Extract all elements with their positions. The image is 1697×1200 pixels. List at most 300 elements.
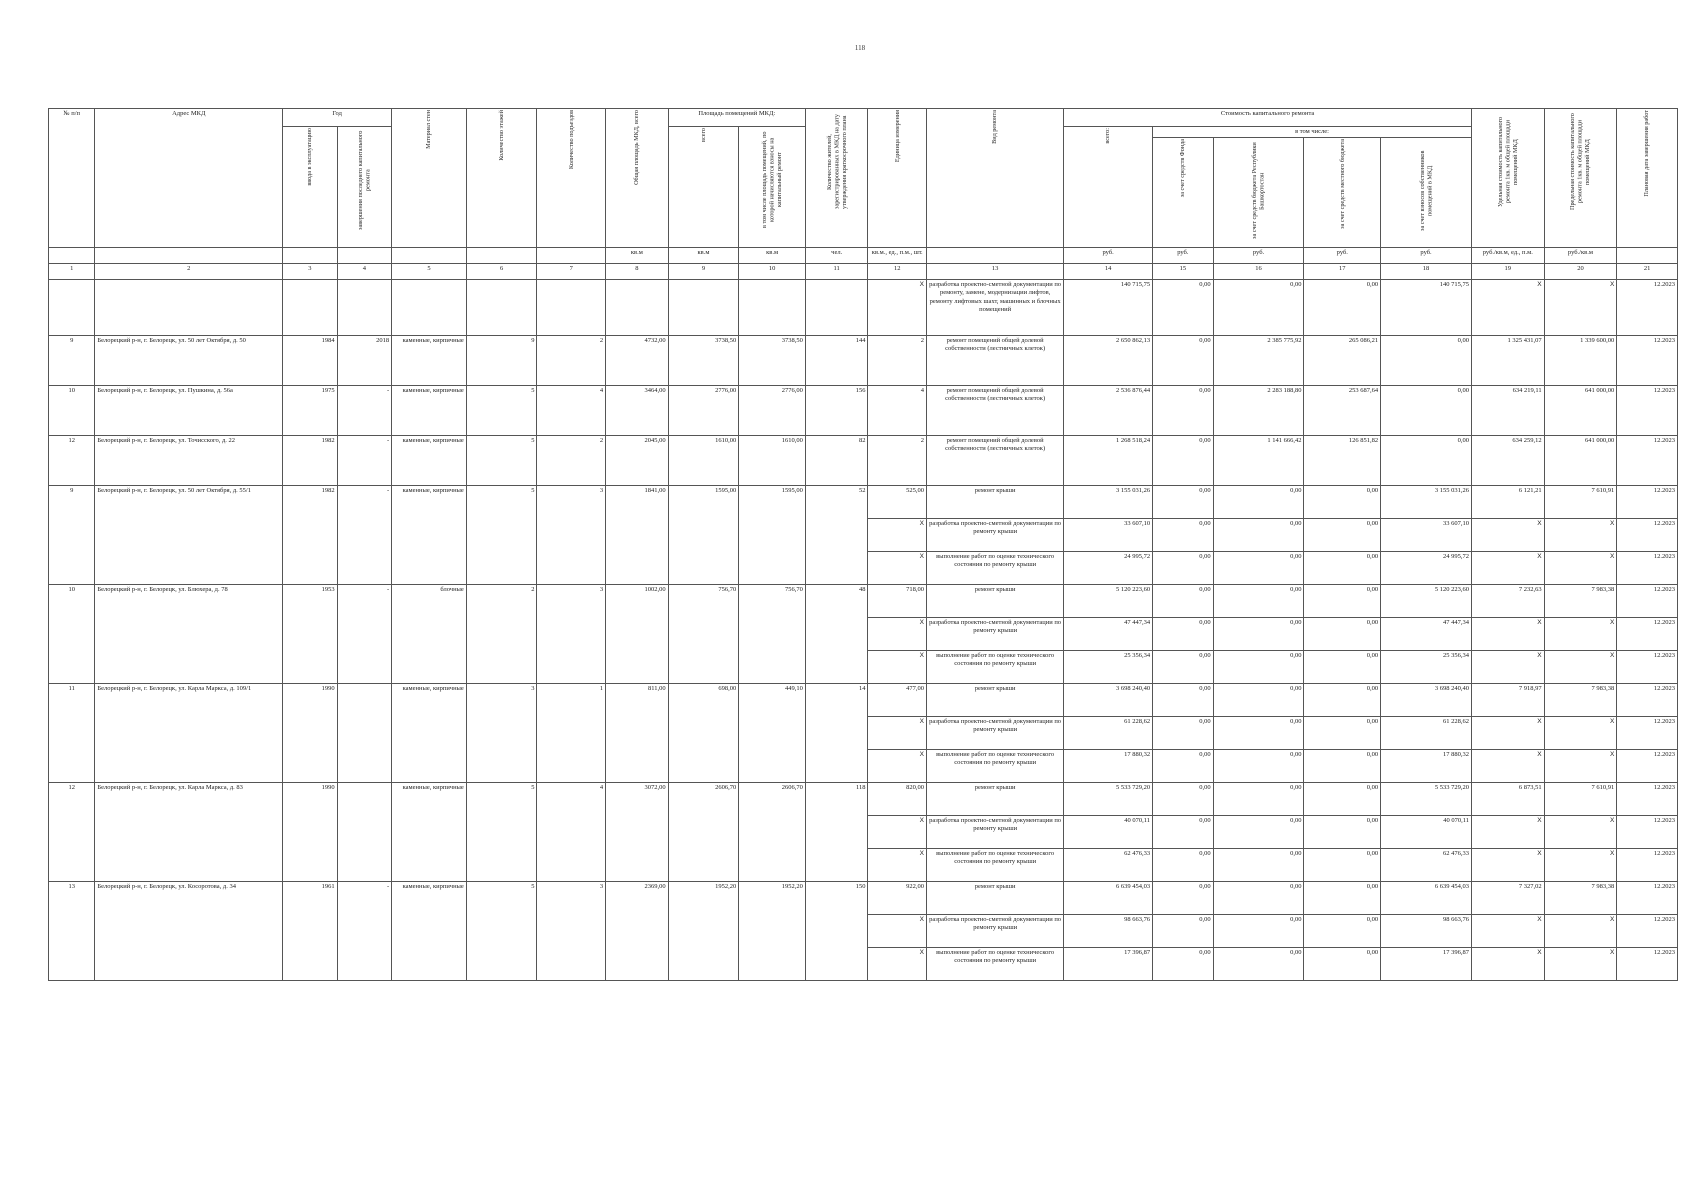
cost-republic: 0,00	[1213, 948, 1304, 981]
table-row	[49, 386, 1678, 436]
cost-republic: 0,00	[1213, 915, 1304, 948]
max-cost: 7 610,91	[1544, 486, 1617, 519]
entrances-count: 3	[537, 585, 606, 684]
building-no: 12	[49, 783, 95, 882]
header-unit: Единица измерения	[868, 109, 927, 248]
floors-count: 3	[466, 684, 537, 783]
building-address: Белорецкий р-н, г. Белорецк, ул. Косоротова, д. 34	[95, 882, 283, 981]
unit-cost: 634 259,12	[1471, 436, 1544, 486]
work-unit: X	[868, 915, 927, 948]
cost-republic: 0,00	[1213, 585, 1304, 618]
floors-count: 5	[466, 882, 537, 981]
work-type: выполнение работ по оценке технического состояния по ремонту крыши	[927, 750, 1064, 783]
unit-cell: кв.м	[668, 248, 739, 264]
unit-cell: чел.	[805, 248, 868, 264]
building-no: 11	[49, 684, 95, 783]
cost-republic: 0,00	[1213, 552, 1304, 585]
unit-cell: руб./кв.м, ед., п.м.	[1471, 248, 1544, 264]
header-cost: Стоимость капитального ремонта	[1064, 109, 1472, 127]
unit-cell: руб.	[1213, 248, 1304, 264]
cost-total: 33 607,10	[1064, 519, 1153, 552]
header-cost-fund: за счет средств Фонда	[1153, 138, 1214, 248]
cost-republic: 2 385 775,92	[1213, 336, 1304, 386]
residents-count: 156	[805, 386, 868, 436]
unit-cost: X	[1471, 849, 1544, 882]
wall-material: каменные, кирпичные	[392, 684, 467, 783]
planned-date: 12.2023	[1617, 436, 1678, 486]
column-number: 19	[1471, 264, 1544, 280]
building-no	[49, 280, 95, 336]
total-area	[606, 280, 669, 336]
entrances-count: 3	[537, 882, 606, 981]
unit-cost: 1 325 431,07	[1471, 336, 1544, 386]
unit-cell: руб.	[1153, 248, 1214, 264]
residents-count: 14	[805, 684, 868, 783]
floors-count	[466, 280, 537, 336]
work-type: ремонт крыши	[927, 684, 1064, 717]
planned-date: 12.2023	[1617, 915, 1678, 948]
cost-local: 0,00	[1304, 684, 1381, 717]
max-cost: X	[1544, 816, 1617, 849]
unit-cost: 7 918,97	[1471, 684, 1544, 717]
total-area: 2045,00	[606, 436, 669, 486]
unit-cost: X	[1471, 651, 1544, 684]
cost-total: 47 447,34	[1064, 618, 1153, 651]
planned-date: 12.2023	[1617, 336, 1678, 386]
work-unit: X	[868, 750, 927, 783]
max-cost: X	[1544, 280, 1617, 336]
header-year: Год	[283, 109, 392, 127]
column-numbers-row	[49, 264, 1678, 280]
work-unit: X	[868, 651, 927, 684]
work-unit: 2	[868, 336, 927, 386]
residents-count: 150	[805, 882, 868, 981]
cost-total: 17 396,87	[1064, 948, 1153, 981]
building-no: 9	[49, 486, 95, 585]
cost-total: 25 356,34	[1064, 651, 1153, 684]
year-built: 1961	[283, 882, 338, 981]
entrances-count	[537, 280, 606, 336]
header-residents: Количество жителей, зарегистрированных в МКД на дату утверждения краткосрочного плана	[805, 109, 868, 248]
work-unit: X	[868, 519, 927, 552]
column-number: 10	[739, 264, 806, 280]
year-built: 1982	[283, 436, 338, 486]
max-cost: 1 339 600,00	[1544, 336, 1617, 386]
cost-republic: 0,00	[1213, 816, 1304, 849]
building-no: 13	[49, 882, 95, 981]
header-total-area: Общая площадь МКД, всего	[606, 109, 669, 248]
planned-date: 12.2023	[1617, 717, 1678, 750]
cost-fund: 0,00	[1153, 519, 1214, 552]
cost-fund: 0,00	[1153, 717, 1214, 750]
cost-fund: 0,00	[1153, 486, 1214, 519]
planned-date: 12.2023	[1617, 552, 1678, 585]
cost-local: 0,00	[1304, 618, 1381, 651]
cost-owners: 0,00	[1381, 436, 1472, 486]
work-type: выполнение работ по оценке технического состояния по ремонту крыши	[927, 552, 1064, 585]
cost-republic: 0,00	[1213, 618, 1304, 651]
unit-cost: X	[1471, 618, 1544, 651]
planned-date: 12.2023	[1617, 684, 1678, 717]
unit-cost: X	[1471, 280, 1544, 336]
work-type: ремонт крыши	[927, 585, 1064, 618]
unit-cell: руб.	[1304, 248, 1381, 264]
cost-local: 0,00	[1304, 280, 1381, 336]
header-floors: Количество этажей	[466, 109, 537, 248]
work-type: разработка проектно-сметной документации по ремонту, замене, модернизации лифтов, ремонту лифтовых шахт, машинных и блочных помещений	[927, 280, 1064, 336]
year-repair: -	[337, 882, 392, 981]
cost-fund: 0,00	[1153, 585, 1214, 618]
planned-date: 12.2023	[1617, 849, 1678, 882]
header-premises-area: Площадь помещений МКД:	[668, 109, 805, 127]
cost-local: 0,00	[1304, 750, 1381, 783]
column-number: 21	[1617, 264, 1678, 280]
year-built: 1984	[283, 336, 338, 386]
cost-owners: 47 447,34	[1381, 618, 1472, 651]
cost-republic: 0,00	[1213, 486, 1304, 519]
year-repair: -	[337, 486, 392, 585]
work-type: разработка проектно-сметной документации по ремонту крыши	[927, 816, 1064, 849]
floors-count: 5	[466, 436, 537, 486]
unit-cell	[927, 248, 1064, 264]
cost-republic: 0,00	[1213, 651, 1304, 684]
unit-cell: кв.м	[606, 248, 669, 264]
cost-fund: 0,00	[1153, 849, 1214, 882]
table-row	[49, 783, 1678, 816]
floors-count: 9	[466, 336, 537, 386]
cost-republic: 1 141 666,42	[1213, 436, 1304, 486]
cost-local: 0,00	[1304, 816, 1381, 849]
column-number: 5	[392, 264, 467, 280]
area-contrib: 3738,50	[739, 336, 806, 386]
building-no: 9	[49, 336, 95, 386]
work-type: ремонт крыши	[927, 486, 1064, 519]
unit-cost: 6 873,51	[1471, 783, 1544, 816]
cost-owners: 3 698 240,40	[1381, 684, 1472, 717]
column-number: 15	[1153, 264, 1214, 280]
work-unit: 820,00	[868, 783, 927, 816]
building-address: Белорецкий р-н, г. Белорецк, ул. Карла Маркса, д. 109/1	[95, 684, 283, 783]
unit-cost: X	[1471, 915, 1544, 948]
header-area-contrib: в том числе площадь помещений, по которой начисляются взносы на капитальный ремонт	[739, 127, 806, 248]
year-repair: -	[337, 585, 392, 684]
wall-material: каменные, кирпичные	[392, 436, 467, 486]
cost-fund: 0,00	[1153, 750, 1214, 783]
table-header	[49, 109, 1678, 280]
work-unit: 2	[868, 436, 927, 486]
unit-cost: 634 219,11	[1471, 386, 1544, 436]
building-address	[95, 280, 283, 336]
unit-cell: кв.м	[739, 248, 806, 264]
max-cost: 641 000,00	[1544, 436, 1617, 486]
area-total: 2606,70	[668, 783, 739, 882]
unit-cost: X	[1471, 519, 1544, 552]
area-total: 756,70	[668, 585, 739, 684]
work-unit: X	[868, 552, 927, 585]
year-built: 1953	[283, 585, 338, 684]
cost-total: 17 880,32	[1064, 750, 1153, 783]
cost-fund: 0,00	[1153, 280, 1214, 336]
column-number: 7	[537, 264, 606, 280]
area-contrib	[739, 280, 806, 336]
work-unit: 525,00	[868, 486, 927, 519]
planned-date: 12.2023	[1617, 750, 1678, 783]
cost-total: 1 268 518,24	[1064, 436, 1153, 486]
cost-total: 3 155 031,26	[1064, 486, 1153, 519]
entrances-count: 3	[537, 486, 606, 585]
cost-total: 5 120 223,60	[1064, 585, 1153, 618]
planned-date: 12.2023	[1617, 651, 1678, 684]
building-no: 10	[49, 585, 95, 684]
planned-date: 12.2023	[1617, 783, 1678, 816]
building-address: Белорецкий р-н, г. Белорецк, ул. 50 лет Октября, д. 55/1	[95, 486, 283, 585]
total-area: 3464,00	[606, 386, 669, 436]
work-unit: X	[868, 618, 927, 651]
header-cost-total: всего:	[1064, 127, 1153, 248]
entrances-count: 2	[537, 436, 606, 486]
work-type: ремонт помещений общей долевой собственности (лестничных клеток)	[927, 336, 1064, 386]
cost-total: 62 476,33	[1064, 849, 1153, 882]
area-total	[668, 280, 739, 336]
column-number: 8	[606, 264, 669, 280]
wall-material: каменные, кирпичные	[392, 386, 467, 436]
year-built	[283, 280, 338, 336]
cost-republic: 0,00	[1213, 849, 1304, 882]
entrances-count: 1	[537, 684, 606, 783]
building-address: Белорецкий р-н, г. Белорецк, ул. Пушкина, д. 56а	[95, 386, 283, 436]
planned-date: 12.2023	[1617, 585, 1678, 618]
work-unit: X	[868, 280, 927, 336]
work-unit: 4	[868, 386, 927, 436]
year-built: 1982	[283, 486, 338, 585]
area-contrib: 1595,00	[739, 486, 806, 585]
cost-republic: 0,00	[1213, 750, 1304, 783]
planned-date: 12.2023	[1617, 519, 1678, 552]
cost-local: 0,00	[1304, 948, 1381, 981]
unit-cost: 7 327,02	[1471, 882, 1544, 915]
year-repair	[337, 280, 392, 336]
unit-cell: кв.м., ед., п.м., шт.	[868, 248, 927, 264]
area-total: 2776,00	[668, 386, 739, 436]
cost-total: 2 650 862,13	[1064, 336, 1153, 386]
cost-owners: 62 476,33	[1381, 849, 1472, 882]
work-type: разработка проектно-сметной документации по ремонту крыши	[927, 717, 1064, 750]
header-entrances: Количество подъездов	[537, 109, 606, 248]
residents-count: 52	[805, 486, 868, 585]
work-type: выполнение работ по оценке технического состояния по ремонту крыши	[927, 849, 1064, 882]
building-no: 12	[49, 436, 95, 486]
floors-count: 2	[466, 585, 537, 684]
cost-total: 140 715,75	[1064, 280, 1153, 336]
planned-date: 12.2023	[1617, 386, 1678, 436]
work-unit: X	[868, 849, 927, 882]
table-row	[49, 436, 1678, 486]
work-type: выполнение работ по оценке технического состояния по ремонту крыши	[927, 651, 1064, 684]
cost-fund: 0,00	[1153, 684, 1214, 717]
work-type: разработка проектно-сметной документации по ремонту крыши	[927, 618, 1064, 651]
cost-owners: 24 995,72	[1381, 552, 1472, 585]
cost-owners: 5 120 223,60	[1381, 585, 1472, 618]
cost-owners: 6 639 454,03	[1381, 882, 1472, 915]
max-cost: X	[1544, 849, 1617, 882]
wall-material: блочные	[392, 585, 467, 684]
table-row	[49, 684, 1678, 717]
work-type: ремонт крыши	[927, 783, 1064, 816]
unit-cost: X	[1471, 816, 1544, 849]
cost-total: 24 995,72	[1064, 552, 1153, 585]
planned-date: 12.2023	[1617, 618, 1678, 651]
year-repair: -	[337, 436, 392, 486]
cost-owners: 5 533 729,20	[1381, 783, 1472, 816]
cost-fund: 0,00	[1153, 336, 1214, 386]
total-area: 1841,00	[606, 486, 669, 585]
wall-material: каменные, кирпичные	[392, 486, 467, 585]
area-contrib: 2606,70	[739, 783, 806, 882]
entrances-count: 4	[537, 783, 606, 882]
work-unit: X	[868, 948, 927, 981]
cost-owners: 98 663,76	[1381, 915, 1472, 948]
building-address: Белорецкий р-н, г. Белорецк, ул. Точисского, д. 22	[95, 436, 283, 486]
cost-local: 0,00	[1304, 717, 1381, 750]
table-row	[49, 280, 1678, 336]
header-cost-local: за счет средств местного бюджета	[1304, 138, 1381, 248]
cost-local: 0,00	[1304, 915, 1381, 948]
cost-republic: 0,00	[1213, 519, 1304, 552]
unit-cell: руб.	[1064, 248, 1153, 264]
cost-owners: 0,00	[1381, 386, 1472, 436]
page-number: 118	[854, 44, 866, 52]
header-no: № п/п	[49, 109, 95, 248]
floors-count: 5	[466, 486, 537, 585]
max-cost: 7 983,38	[1544, 684, 1617, 717]
cost-total: 2 536 876,44	[1064, 386, 1153, 436]
max-cost: X	[1544, 651, 1617, 684]
wall-material: каменные, кирпичные	[392, 882, 467, 981]
work-unit: X	[868, 717, 927, 750]
cost-owners: 25 356,34	[1381, 651, 1472, 684]
cost-fund: 0,00	[1153, 915, 1214, 948]
column-number: 3	[283, 264, 338, 280]
work-type: выполнение работ по оценке технического состояния по ремонту крыши	[927, 948, 1064, 981]
cost-owners: 61 228,62	[1381, 717, 1472, 750]
unit-cost: X	[1471, 750, 1544, 783]
max-cost: 7 983,38	[1544, 585, 1617, 618]
area-contrib: 1610,00	[739, 436, 806, 486]
total-area: 2369,00	[606, 882, 669, 981]
year-repair: 2018	[337, 336, 392, 386]
work-unit: 922,00	[868, 882, 927, 915]
cost-local: 0,00	[1304, 519, 1381, 552]
column-number: 13	[927, 264, 1064, 280]
year-built: 1990	[283, 783, 338, 882]
cost-fund: 0,00	[1153, 436, 1214, 486]
cost-local: 0,00	[1304, 849, 1381, 882]
planned-date: 12.2023	[1617, 948, 1678, 981]
units-row	[49, 248, 1678, 264]
cost-local: 0,00	[1304, 552, 1381, 585]
header-planned-date: Плановая дата завершения работ	[1617, 109, 1678, 248]
max-cost: X	[1544, 552, 1617, 585]
header-year-last-repair: завершения последнего капитального ремонта	[337, 127, 392, 248]
cost-owners: 17 880,32	[1381, 750, 1472, 783]
total-area: 4732,00	[606, 336, 669, 386]
cost-fund: 0,00	[1153, 552, 1214, 585]
max-cost: 7 610,91	[1544, 783, 1617, 816]
column-number: 14	[1064, 264, 1153, 280]
entrances-count: 4	[537, 386, 606, 436]
unit-cell: руб./кв.м	[1544, 248, 1617, 264]
area-contrib: 756,70	[739, 585, 806, 684]
floors-count: 5	[466, 783, 537, 882]
cost-total: 61 228,62	[1064, 717, 1153, 750]
cost-local: 0,00	[1304, 486, 1381, 519]
unit-cell	[337, 248, 392, 264]
cost-fund: 0,00	[1153, 816, 1214, 849]
cost-fund: 0,00	[1153, 618, 1214, 651]
unit-cell	[392, 248, 467, 264]
column-number: 18	[1381, 264, 1472, 280]
cost-local: 126 851,82	[1304, 436, 1381, 486]
max-cost: X	[1544, 519, 1617, 552]
cost-total: 5 533 729,20	[1064, 783, 1153, 816]
header-unit-cost: Удельная стоимость капитального ремонта 1кв. м общей площади помещений МКД	[1471, 109, 1544, 248]
wall-material: каменные, кирпичные	[392, 783, 467, 882]
work-type: ремонт помещений общей долевой собственности (лестничных клеток)	[927, 436, 1064, 486]
cost-republic: 0,00	[1213, 882, 1304, 915]
header-area-total: всего	[668, 127, 739, 248]
max-cost: X	[1544, 717, 1617, 750]
cost-republic: 2 283 188,80	[1213, 386, 1304, 436]
area-total: 1595,00	[668, 486, 739, 585]
column-number: 4	[337, 264, 392, 280]
column-number: 17	[1304, 264, 1381, 280]
cost-total: 6 639 454,03	[1064, 882, 1153, 915]
residents-count: 82	[805, 436, 868, 486]
year-built: 1990	[283, 684, 338, 783]
max-cost: X	[1544, 750, 1617, 783]
max-cost: X	[1544, 915, 1617, 948]
area-contrib: 449,10	[739, 684, 806, 783]
work-type: ремонт помещений общей долевой собственности (лестничных клеток)	[927, 386, 1064, 436]
header-cost-owners: за счет взносов собственников помещений в МКД	[1381, 138, 1472, 248]
building-address: Белорецкий р-н, г. Белорецк, ул. 50 лет Октября, д. 50	[95, 336, 283, 386]
cost-local: 253 687,64	[1304, 386, 1381, 436]
area-total: 3738,50	[668, 336, 739, 386]
cost-fund: 0,00	[1153, 783, 1214, 816]
area-total: 1610,00	[668, 436, 739, 486]
year-repair	[337, 684, 392, 783]
table-row	[49, 585, 1678, 618]
cost-owners: 0,00	[1381, 336, 1472, 386]
header-wall-material: Материал стен	[392, 109, 467, 248]
area-contrib: 1952,20	[739, 882, 806, 981]
max-cost: X	[1544, 618, 1617, 651]
cost-fund: 0,00	[1153, 948, 1214, 981]
area-total: 698,00	[668, 684, 739, 783]
wall-material: каменные, кирпичные	[392, 336, 467, 386]
planned-date: 12.2023	[1617, 882, 1678, 915]
cost-fund: 0,00	[1153, 651, 1214, 684]
entrances-count: 2	[537, 336, 606, 386]
work-unit: 477,00	[868, 684, 927, 717]
table-row	[49, 486, 1678, 519]
total-area: 3072,00	[606, 783, 669, 882]
cost-republic: 0,00	[1213, 717, 1304, 750]
cost-republic: 0,00	[1213, 280, 1304, 336]
unit-cell	[95, 248, 283, 264]
work-type: разработка проектно-сметной документации по ремонту крыши	[927, 915, 1064, 948]
building-address: Белорецкий р-н, г. Белорецк, ул. Блюхера, д. 78	[95, 585, 283, 684]
